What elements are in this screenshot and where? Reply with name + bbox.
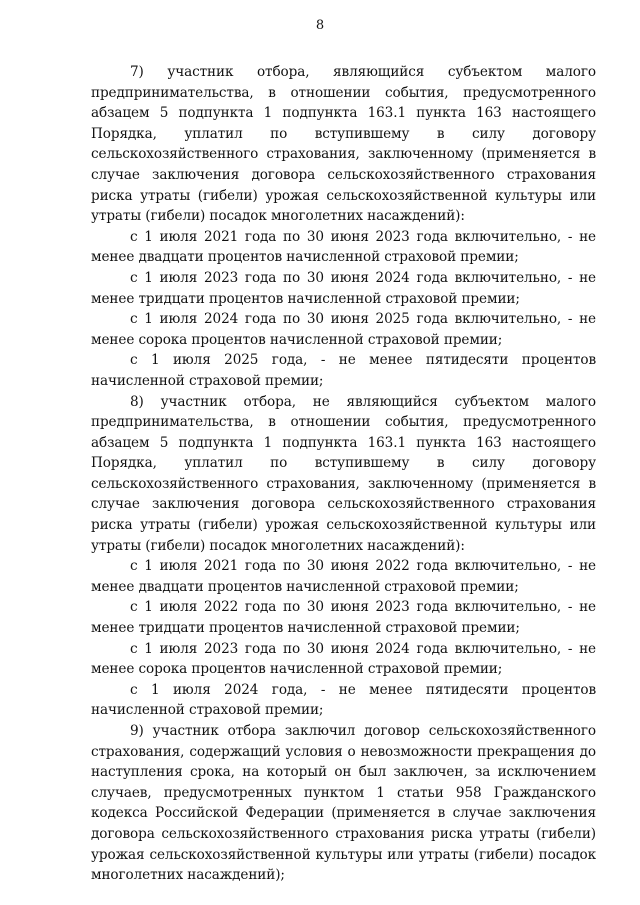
page-number: 8: [315, 18, 325, 33]
paragraph-rate-2021: с 1 июля 2021 года по 30 июня 2022 года включительно, - не менее двадцати процентов начисленной страховой премии;: [91, 558, 596, 595]
paragraph-rate-2021: с 1 июля 2021 года по 30 июня 2023 года включительно, - не менее двадцати процентов начисленной страховой премии;: [91, 228, 596, 266]
paragraph-item-9: 9) участник отбора заключил договор сельскохозяйственного страхования, содержащий условия о невозможности прекращения до наступления срока, на который он был заключен, за исключением случаев, предусмотренных пунктом 1 статьи 958 Гражданского кодекса Российской Федерации (применяется в случае заключения договора сельскохозяйственного страхования риска утраты (гибели) урожая сельскохозяйственной культуры или утраты (гибели) посадок многолетних насаждений);: [91, 723, 596, 884]
paragraph-item-8: 8) участник отбора, не являющийся субъектом малого предпринимательства, в отношении события, предусмотренного абзацем 5 подпункта 1 подпункта 163.1 пункта 163 настоящего Порядка, уплатил по вступившему в силу договору сельскохозяйственного страхования, заключенному (применяется в случае заключения договора сельскохозяйственного страхования риска утраты (гибели) урожая сельскохозяйственной культуры или утраты (гибели) посадок многолетних насаждений):: [91, 393, 596, 554]
paragraph-rate-2022: с 1 июля 2022 года по 30 июня 2023 года включительно, - не менее тридцати процентов начисленной страховой премии;: [91, 599, 596, 637]
paragraph-rate-2024: с 1 июля 2024 года по 30 июня 2025 года включительно, - не менее сорока процентов начисленной страховой премии;: [91, 311, 596, 348]
paragraph-rate-2023: с 1 июля 2023 года по 30 июня 2024 года включительно, - не менее тридцати процентов начисленной страховой премии;: [91, 269, 596, 307]
paragraph-item-7: 7) участник отбора, являющийся субъектом малого предпринимательства, в отношении события, предусмотренного абзацем 5 подпункта 1 подпункта 163.1 пункта 163 настоящего Порядка, уплатил по вступившему в силу договору сельскохозяйственного страхования, заключенному (применяется в случае заключения договора сельскохозяйственного страхования риска утраты (гибели) урожая сельскохозяйственной культуры или утраты (гибели) посадок многолетних насаждений):: [91, 64, 596, 225]
document-body: [91, 62, 596, 886]
paragraph-rate-2023: с 1 июля 2023 года по 30 июня 2024 года включительно, - не менее сорока процентов начисленной страховой премии;: [91, 640, 596, 678]
paragraph-rate-2024: с 1 июля 2024 года, - не менее пятидесяти процентов начисленной страховой премии;: [91, 681, 596, 719]
paragraph-rate-2025: с 1 июля 2025 года, - не менее пятидесяти процентов начисленной страховой премии;: [91, 352, 596, 389]
